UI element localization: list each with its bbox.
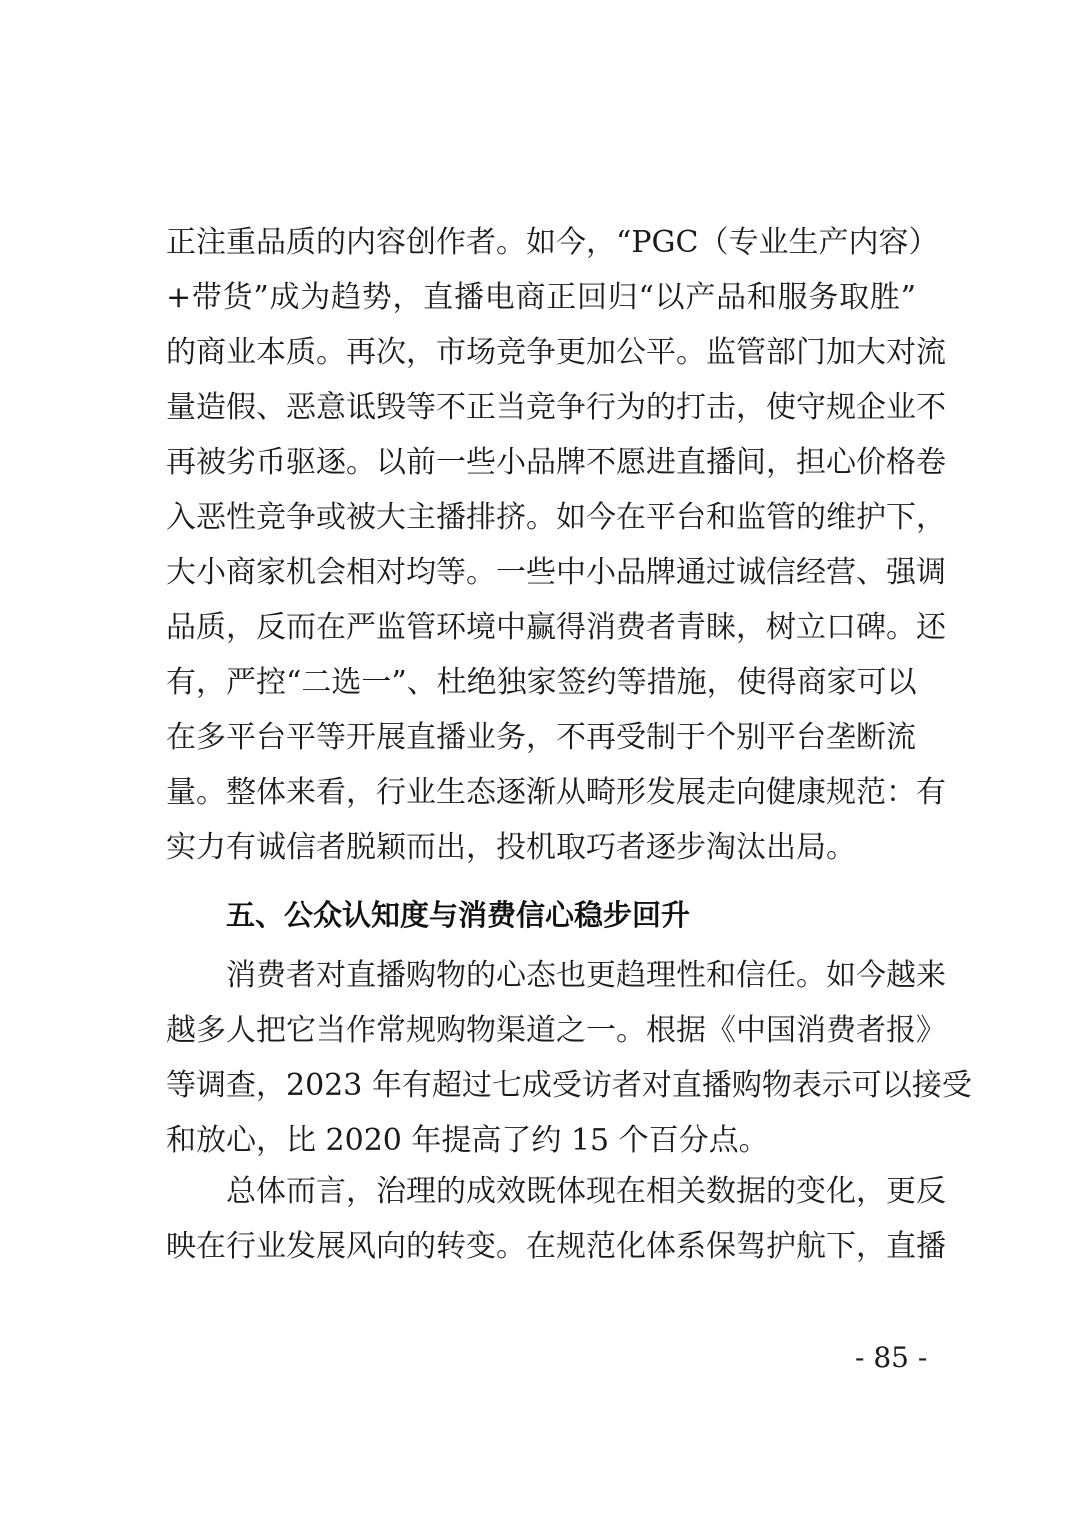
text-line: 再被劣币驱逐。以前一些小品牌不愿进直播间，担心价格卷 bbox=[166, 445, 946, 480]
text-line: 品质，反而在严监管环境中赢得消费者青睐，树立口碑。还 bbox=[166, 610, 946, 645]
paragraph-consumer-confidence bbox=[166, 948, 972, 1168]
text-line: 有，严控“二选一”、杜绝独家签约等措施，使得商家可以 bbox=[166, 665, 917, 700]
text-line: 等调查，2023 年有超过七成受访者对直播购物表示可以接受 bbox=[166, 1068, 972, 1103]
text-line: 实力有诚信者脱颖而出，投机取巧者逐步淘汰出局。 bbox=[166, 830, 856, 865]
text-line: 总体而言，治理的成效既体现在相关数据的变化，更反 bbox=[226, 1174, 946, 1209]
text-line: 在多平台平等开展直播业务，不再受制于个别平台垄断流 bbox=[166, 720, 916, 755]
page-number: - 85 - bbox=[855, 1341, 928, 1374]
paragraph-regulation-effects bbox=[166, 215, 946, 875]
text-line: 入恶性竞争或被大主播排挤。如今在平台和监管的维护下， bbox=[166, 500, 946, 535]
paragraph-summary bbox=[166, 1164, 946, 1274]
text-line: 越多人把它当作常规购物渠道之一。根据《中国消费者报》 bbox=[166, 1013, 946, 1048]
text-line: 映在行业发展风向的转变。在规范化体系保驾护航下，直播 bbox=[166, 1229, 946, 1264]
text-line: 和放心，比 2020 年提高了约 15 个百分点。 bbox=[166, 1123, 769, 1158]
text-line: 正注重品质的内容创作者。如今，“PGC（专业生产内容） bbox=[166, 225, 939, 260]
text-line: 的商业本质。再次，市场竞争更加公平。监管部门加大对流 bbox=[166, 335, 946, 370]
text-line: 量造假、恶意诋毁等不正当竞争行为的打击，使守规企业不 bbox=[166, 390, 946, 425]
text-line: +带货”成为趋势，直播电商正回归“以产品和服务取胜” bbox=[166, 280, 916, 315]
text-line: 量。整体来看，行业生态逐渐从畸形发展走向健康规范：有 bbox=[166, 775, 946, 810]
text-line: 消费者对直播购物的心态也更趋理性和信任。如今越来 bbox=[226, 958, 946, 993]
section-heading: 五、公众认知度与消费信心稳步回升 bbox=[226, 898, 691, 932]
text-line: 大小商家机会相对均等。一些中小品牌通过诚信经营、强调 bbox=[166, 555, 946, 590]
